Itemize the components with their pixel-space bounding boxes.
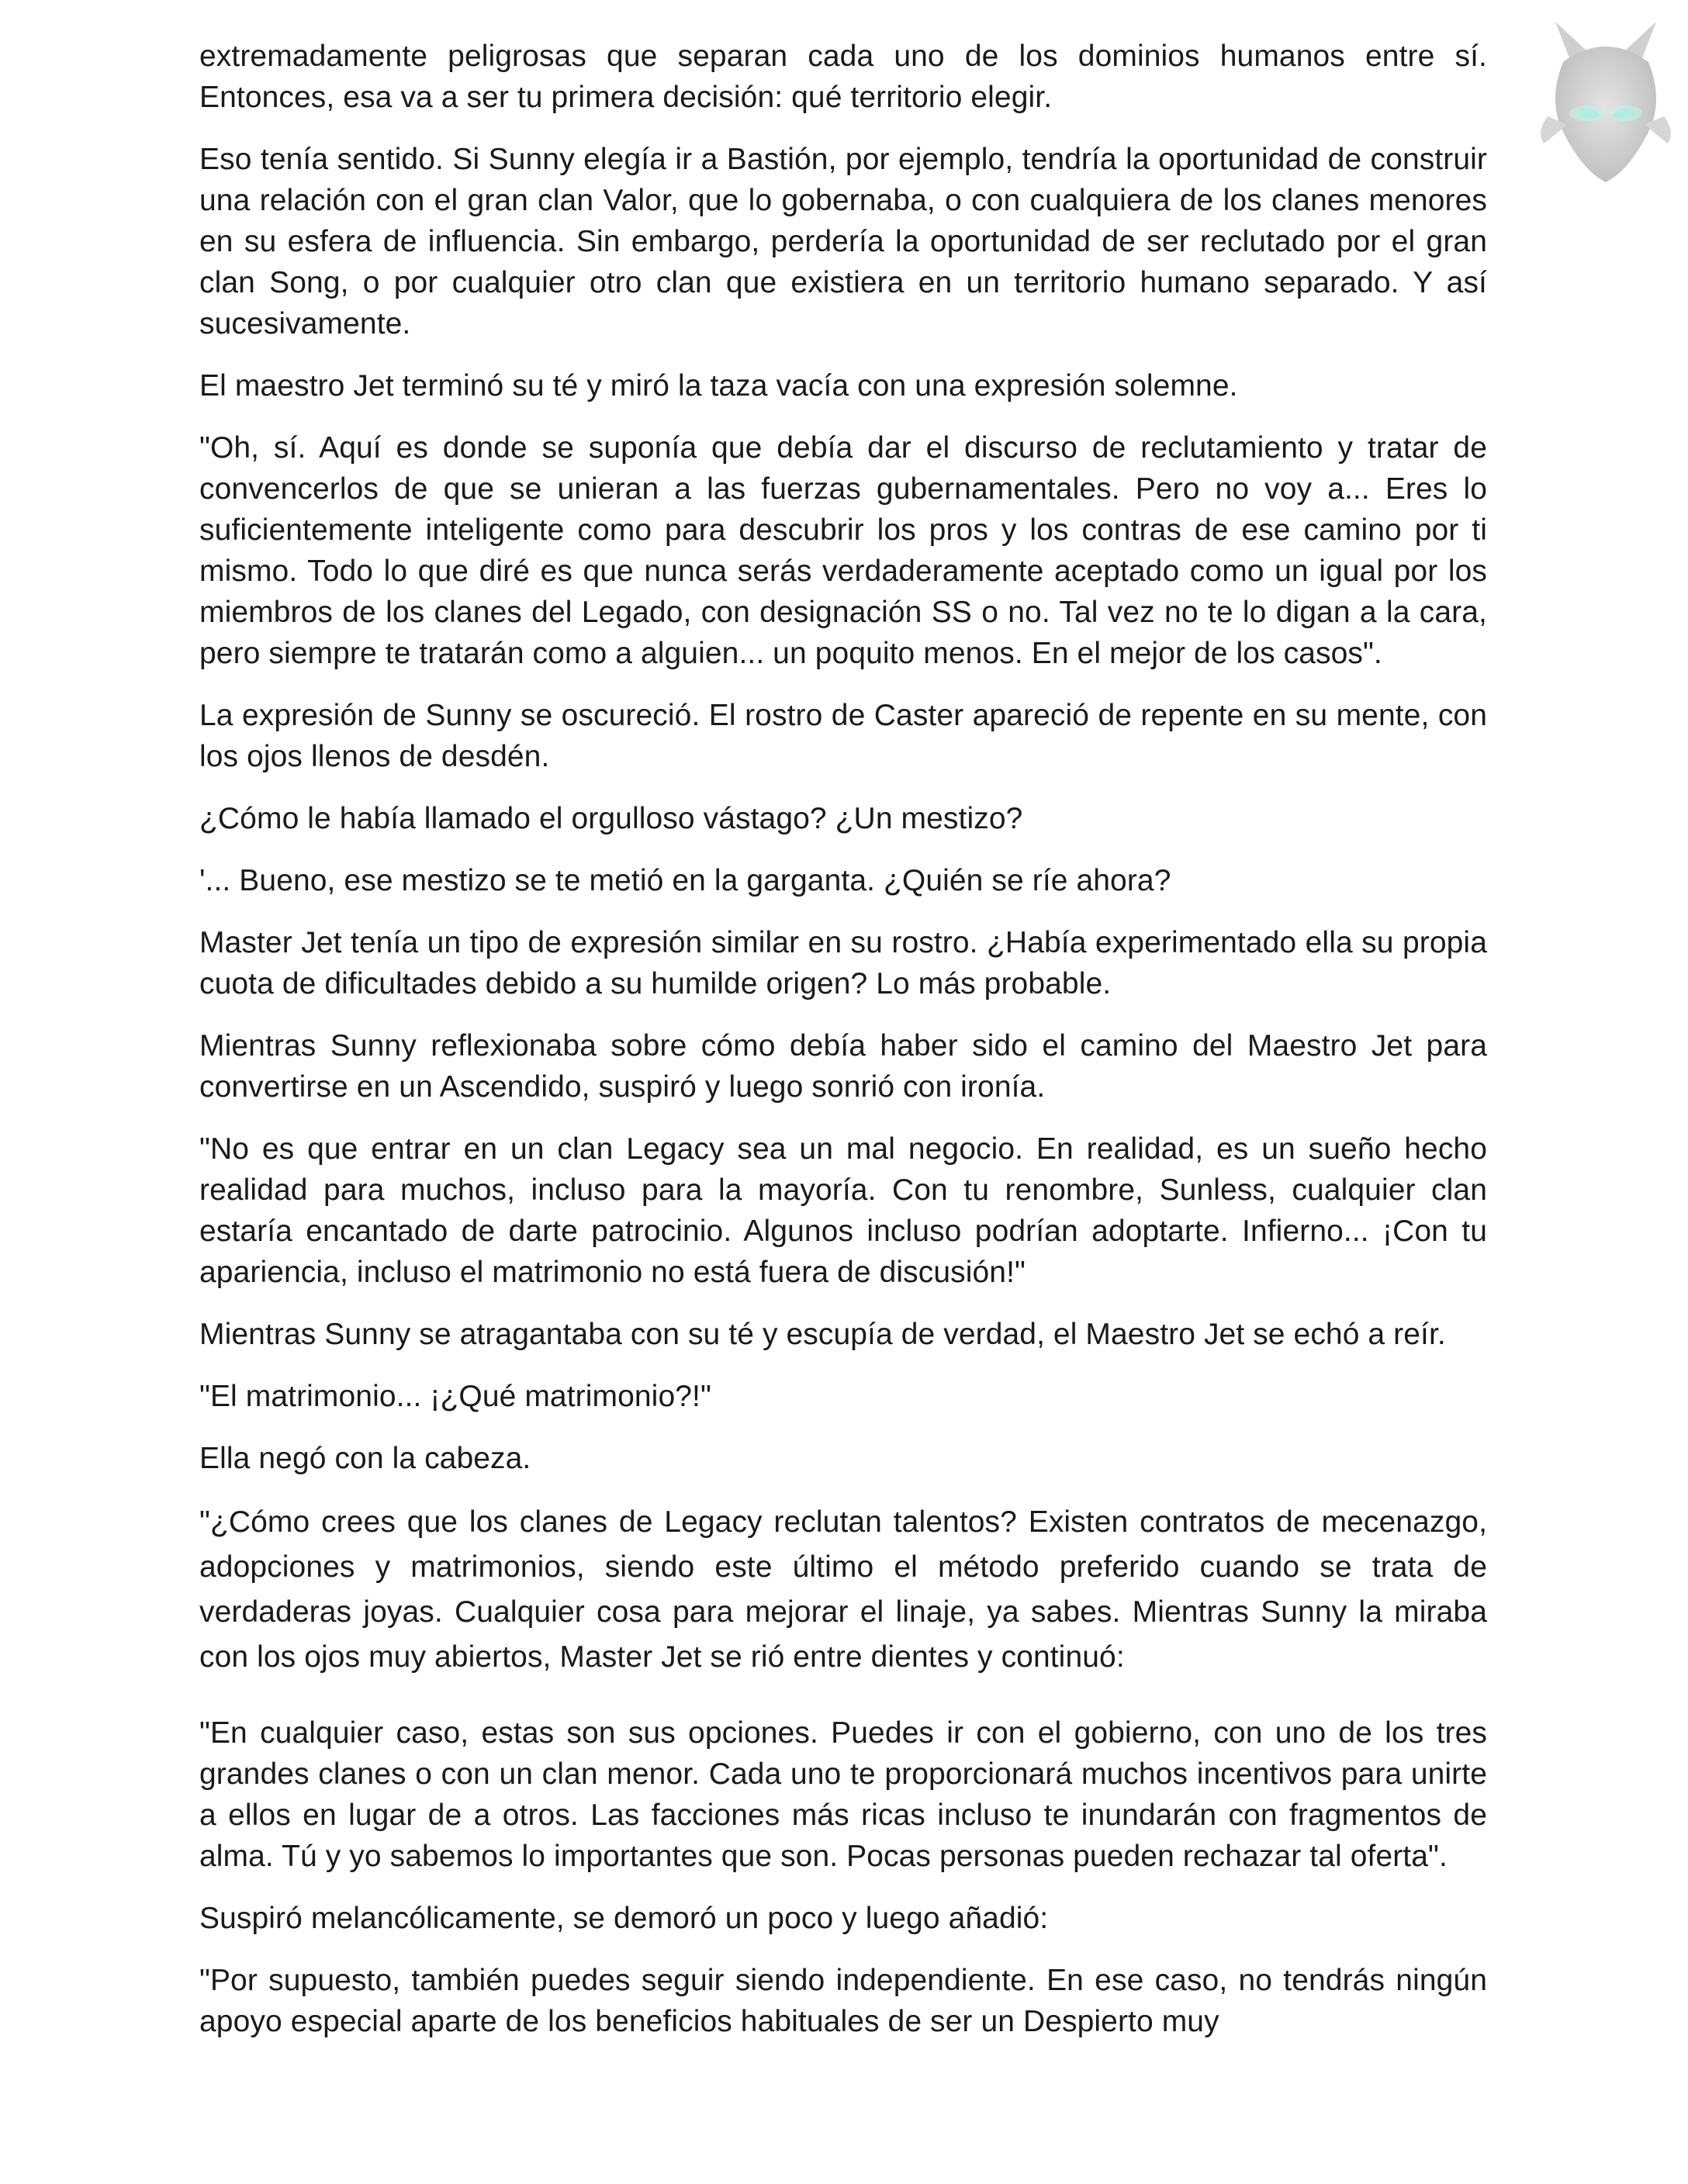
paragraph: '... Bueno, ese mestizo se te metió en la garganta. ¿Quién se ríe ahora? [199,864,1171,897]
document-body [199,36,1487,2063]
paragraph: "¿Cómo crees que los clanes de Legacy reclutan talentos? Existen contratos de mecenazgo, adopciones y matrimonios, siendo este último el método preferido cuando se trata de verdaderas joyas. Cualquier cosa para mejorar el linaje, ya sabes. Mientras Sunny la miraba con los ojos muy abiertos, Master Jet se rió entre dientes y continuó: [199,1505,1487,1674]
paragraph: Mientras Sunny se atragantaba con su té y escupía de verdad, el Maestro Jet se echó a reír. [199,1318,1446,1351]
paragraph: "No es que entrar en un clan Legacy sea un mal negocio. En realidad, es un sueño hecho realidad para muchos, incluso para la mayoría. Con tu renombre, Sunless, cualquier clan estaría encantado de darte patrocinio. Algunos incluso podrían adoptarte. Infierno... ¡Con tu apariencia, incluso el matrimonio no está fuera de discusión!" [199,1132,1487,1289]
paragraph: ¿Cómo le había llamado el orgulloso vástago? ¿Un mestizo? [199,802,1023,835]
paragraph: "Por supuesto, también puedes seguir siendo independiente. En ese caso, no tendrás ningún apoyo especial aparte de los beneficios habituales de ser un Despierto muy [199,1964,1487,2038]
paragraph: Mientras Sunny reflexionaba sobre cómo debía haber sido el camino del Maestro Jet para convertirse en un Ascendido, suspiró y luego sonrió con ironía. [199,1029,1487,1104]
demon-mask-icon [1532,16,1679,186]
paragraph: "Oh, sí. Aquí es donde se suponía que debía dar el discurso de reclutamiento y tratar de convencerlos de que se unieran a las fuerzas gubernamentales. Pero no voy a... Eres lo suficientemente inteligente como para descubrir los pros y los contras de ese camino por ti mismo. Todo lo que diré es que nunca serás verdaderamente aceptado como un igual por los miembros de los clanes del Legado, con designación SS o no. Tal vez no te lo digan a la cara, pero siempre te tratarán como a alguien... un poquito menos. En el mejor de los casos". [199,431,1487,670]
paragraph: El maestro Jet terminó su té y miró la taza vacía con una expresión solemne. [199,369,1238,403]
paragraph: Eso tenía sentido. Si Sunny elegía ir a Bastión, por ejemplo, tendría la oportunidad de construir una relación con el gran clan Valor, que lo gobernaba, o con cualquiera de los clanes menores en su esfera de influencia. Sin embargo, perdería la oportunidad de ser reclutado por el gran clan Song, o por cualquier otro clan que existiera en un territorio humano separado. Y así sucesivamente. [199,143,1487,340]
paragraph: "En cualquier caso, estas son sus opciones. Puedes ir con el gobierno, con uno de los tres grandes clanes o con un clan menor. Cada uno te proporcionará muchos incentivos para unirte a ellos en lugar de a otros. Las facciones más ricas incluso te inundarán con fragmentos de alma. Tú y yo sabemos lo importantes que son. Pocas personas pueden rechazar tal oferta". [199,1716,1487,1873]
paragraph: Ella negó con la cabeza. [199,1442,531,1475]
paragraph: Master Jet tenía un tipo de expresión similar en su rostro. ¿Había experimentado ella su propia cuota de dificultades debido a su humilde origen? Lo más probable. [199,926,1487,1000]
paragraph: extremadamente peligrosas que separan cada uno de los dominios humanos entre sí. Entonces, esa va a ser tu primera decisión: qué territorio elegir. [199,40,1487,114]
paragraph: La expresión de Sunny se oscureció. El rostro de Caster apareció de repente en su mente, con los ojos llenos de desdén. [199,699,1487,773]
paragraph: "El matrimonio... ¡¿Qué matrimonio?!" [199,1380,711,1413]
paragraph: Suspiró melancólicamente, se demoró un poco y luego añadió: [199,1902,1049,1935]
